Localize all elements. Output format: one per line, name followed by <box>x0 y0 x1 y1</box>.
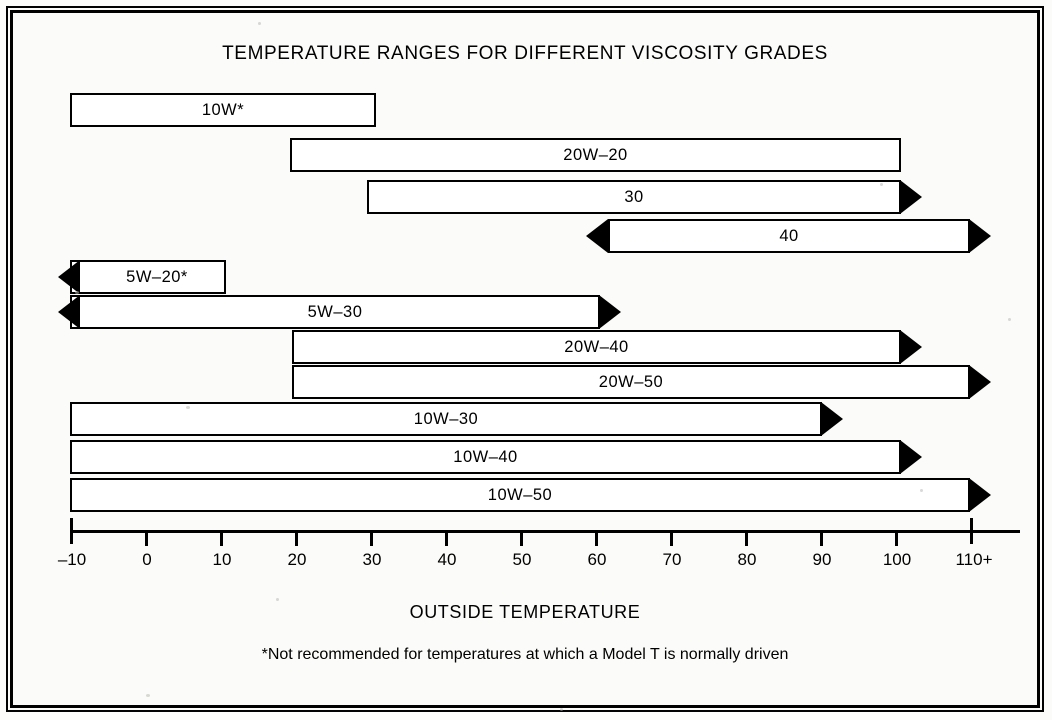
x-tick <box>895 531 898 546</box>
paper-speck <box>276 598 279 601</box>
bar-5w-20 <box>70 260 226 294</box>
x-tick-label: 40 <box>437 550 457 569</box>
x-tick <box>445 531 448 546</box>
bar-10w-40-right-arrow <box>900 440 922 474</box>
x-tick <box>220 531 223 546</box>
x-tick <box>145 531 148 546</box>
x-axis-line <box>70 530 1020 533</box>
paper-speck <box>146 694 150 697</box>
bar-10w-30-right-arrow <box>821 402 843 436</box>
paper-speck <box>186 406 190 409</box>
bar-label: 20W–20 <box>563 145 628 164</box>
paper-speck <box>560 708 563 711</box>
bar-label: 10W–40 <box>453 447 518 466</box>
x-tick-label: 50 <box>512 550 532 569</box>
bar-label: 10W* <box>201 100 245 119</box>
bar-40 <box>608 219 970 253</box>
x-tick-label: 60 <box>587 550 607 569</box>
x-tick-label: 10 <box>212 550 232 569</box>
bar-40-left-arrow <box>586 219 608 253</box>
x-tick <box>595 531 598 546</box>
bar-5w-30-right-arrow <box>599 295 621 329</box>
bar-label: 5W–20* <box>126 267 188 286</box>
x-tick-label: –10 <box>57 550 87 569</box>
bar-10w-50 <box>70 478 970 512</box>
chart-footnote: *Not recommended for temperatures at which a Model T is normally driven <box>261 646 789 663</box>
x-tick <box>745 531 748 546</box>
bar-label: 5W–30 <box>307 302 363 321</box>
x-tick <box>970 518 973 544</box>
paper-speck <box>258 22 261 25</box>
bar-label: 10W–50 <box>487 485 553 504</box>
x-tick <box>520 531 523 546</box>
x-tick-label: 30 <box>362 550 382 569</box>
paper-speck <box>75 291 79 294</box>
bar-label: 20W–40 <box>564 337 629 356</box>
bar-label: 30 <box>624 187 644 206</box>
bar-20w-50-right-arrow <box>969 365 991 399</box>
x-tick-label: 90 <box>812 550 832 569</box>
bar-20w-20 <box>290 138 901 172</box>
x-tick <box>670 531 673 546</box>
paper-speck <box>920 489 923 492</box>
bar-10w <box>70 93 376 127</box>
chart-area <box>10 10 1040 708</box>
bar-10w-30 <box>70 402 822 436</box>
x-tick-label: 110+ <box>955 550 993 569</box>
x-axis-label: OUTSIDE TEMPERATURE <box>409 602 641 622</box>
x-tick-label: 0 <box>142 550 152 569</box>
bar-label: 10W–30 <box>413 409 479 428</box>
bar-label: 20W–50 <box>598 372 664 391</box>
bar-5w-30-left-arrow <box>58 295 80 329</box>
x-tick <box>295 531 298 546</box>
x-tick-label: 70 <box>662 550 682 569</box>
bar-40-right-arrow <box>969 219 991 253</box>
bar-20w-40-right-arrow <box>900 330 922 364</box>
x-tick-label: 80 <box>737 550 757 569</box>
bar-10w-50-right-arrow <box>969 478 991 512</box>
paper-speck <box>1008 318 1011 321</box>
x-tick-label: 100 <box>882 550 912 569</box>
x-tick-label: 20 <box>287 550 307 569</box>
page-title: TEMPERATURE RANGES FOR DIFFERENT VISCOSITY GRADES <box>222 43 828 64</box>
x-tick <box>70 518 73 544</box>
bar-20w-50 <box>292 365 970 399</box>
x-tick <box>820 531 823 546</box>
bar-5w-30 <box>70 295 600 329</box>
paper-speck <box>880 183 883 186</box>
bar-30-right-arrow <box>900 180 922 214</box>
bar-20w-40 <box>292 330 901 364</box>
bar-5w-20-left-arrow <box>58 260 80 294</box>
x-tick <box>370 531 373 546</box>
bar-10w-40 <box>70 440 901 474</box>
bar-30 <box>367 180 901 214</box>
bar-label: 40 <box>779 226 799 245</box>
